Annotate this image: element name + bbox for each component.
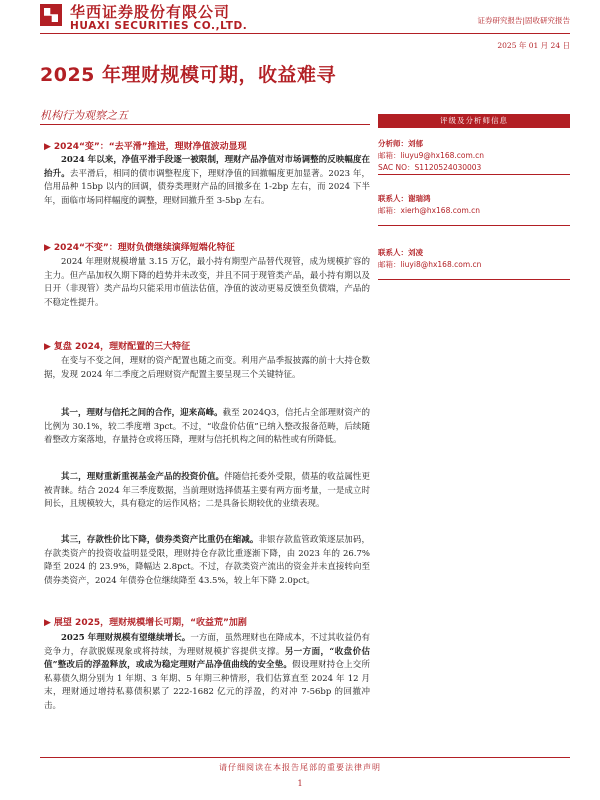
paragraph: 2024 年以来，净值平滑手段逐一被限制，理财产品净值对市场调整的反映幅度在抬升。去平滑后，相同的债市调整程度下，理财净值的回撤幅度更加显著。2023 年，信用品种 15bp 以内的回调，债券类理财产品的回撤多在 1-2bp 左右，而 2024 下半年，面临市场同样幅度的调整，理财回撤升至 3-5bp 左右。 bbox=[44, 155, 370, 206]
company-name-en: HUAXI SECURITIES CO.,LTD. bbox=[70, 20, 248, 32]
page-subtitle: 机构行为观察之五 bbox=[40, 109, 128, 122]
sidebar-heading: 评级及分析师信息 bbox=[378, 114, 570, 128]
contact-email[interactable]: 邮箱：liuyi8@hx168.com.cn bbox=[378, 260, 482, 269]
section-heading: ▶ 2024“变”：“去平滑”推进，理财净值波动显现 bbox=[44, 142, 247, 152]
triangle-bullet-icon: ▶ bbox=[44, 618, 51, 628]
paragraph: 其一，理财与信托之间的合作，迎来高峰。截至 2024Q3，信托占全部理财资产的比例为 30.1%，较二季度增 3pct。不过，“收盘价估值”已纳入整改报备范畴，后续随着整改方案落地，存量持仓或将压降，理财与信托机构之间的粘性或有所降低。 bbox=[44, 408, 370, 445]
paragraph: 在变与不变之间，理财的资产配置也随之而变。利用产品季报披露的前十大持仓数据，发现 2024 年二季度之后理财资产配置主要呈现三个关键特征。 bbox=[44, 356, 370, 380]
triangle-bullet-icon: ▶ bbox=[44, 243, 51, 253]
analyst-role: 分析师：刘郁 bbox=[378, 139, 423, 148]
analyst-email[interactable]: 邮箱：liuyu9@hx168.com.cn bbox=[378, 151, 485, 160]
section-heading: ▶ 展望 2025，理财规模增长可期，“收益荒”加剧 bbox=[44, 618, 247, 628]
company-logo bbox=[40, 4, 62, 26]
paragraph: 其二，理财重新重视基金产品的投资价值。伴随信托委外受限，债基的收益属性更被青睐。结合 2024 年三季度数据，当前理财选择债基主要有两方面考量，一是成立时间长，且规模较大，具有稳定的运作风格；二是具备长期较优的业绩表现。 bbox=[44, 472, 370, 509]
section-heading: ▶ 复盘 2024，理财配置的三大特征 bbox=[44, 342, 191, 352]
contact-email[interactable]: 邮箱：xierh@hx168.com.cn bbox=[378, 206, 481, 215]
sidebar-divider bbox=[378, 279, 570, 280]
report-date: 2025 年 01 月 24 日 bbox=[497, 41, 570, 50]
triangle-bullet-icon: ▶ bbox=[44, 142, 51, 152]
report-type: 证券研究报告|固收研究报告 bbox=[477, 16, 570, 25]
analyst-sac: SAC NO：S1120524030003 bbox=[378, 163, 482, 172]
contact-role: 联系人：刘凌 bbox=[378, 248, 423, 257]
paragraph: 2024 年理财规模增量 3.15 万亿，最小持有期型产品替代现管，成为规模扩容的主力。但产品加权久期下降的趋势并未改变，并且不同于现管类产品，最小持有期以及日开（非现管）类产品均只能采用市值法估值，净值的波动更易反馈至负债端，产品的不稳定性提升。 bbox=[44, 257, 370, 308]
company-name-cn: 华西证券股份有限公司 bbox=[70, 3, 231, 21]
subtitle-divider bbox=[40, 124, 370, 125]
page-number: 1 bbox=[297, 779, 303, 788]
triangle-bullet-icon: ▶ bbox=[44, 342, 51, 352]
footer-divider bbox=[40, 757, 570, 758]
contact-role: 联系人：谢瑞鸿 bbox=[378, 194, 431, 203]
paragraph: 其三，存款性价比下降，债券类资产比重仍在缩减。非银存款监管政策逐层加码，存款类资产的投资收益明显受限，理财持仓存款比重逐渐下降，由 2023 年的 26.7% 降至 2024 的 23.9%，降幅达 2.8pct。不过，存款类资产流出的资金并未直接转向至债券类资产，2024 年债券仓位继续降至 43.5%，较上年下降 2.0pct。 bbox=[44, 535, 370, 586]
paragraph: 2025 年理财规模有望继续增长。一方面，虽然理财也在降成本，不过其收益仍有竞争力，存款脱媒现象或将持续，为理财规模扩容提供支撑。另一方面，“收盘价估值”整改后的浮盈释放，或成为稳定理财产品净值曲线的安全垫。假设理财持仓上交所私募债久期分别为 1 年期、3 年期、5 年期三种情形，我们估算直至 2024 年 12 月末，理财通过增持私募债积累了 222-1682 亿元的浮盈，约对冲 7-56bp 的回撤冲击。 bbox=[44, 633, 370, 711]
legal-disclaimer: 请仔细阅读在本报告尾部的重要法律声明 bbox=[219, 763, 381, 772]
section-heading: ▶ 2024“不变”：理财负债继续演绎短端化特征 bbox=[44, 243, 235, 253]
header-divider bbox=[40, 33, 570, 34]
sidebar-divider bbox=[378, 174, 570, 175]
sidebar-divider bbox=[378, 225, 570, 226]
page-title: 2025 年理财规模可期，收益难寻 bbox=[40, 64, 336, 86]
